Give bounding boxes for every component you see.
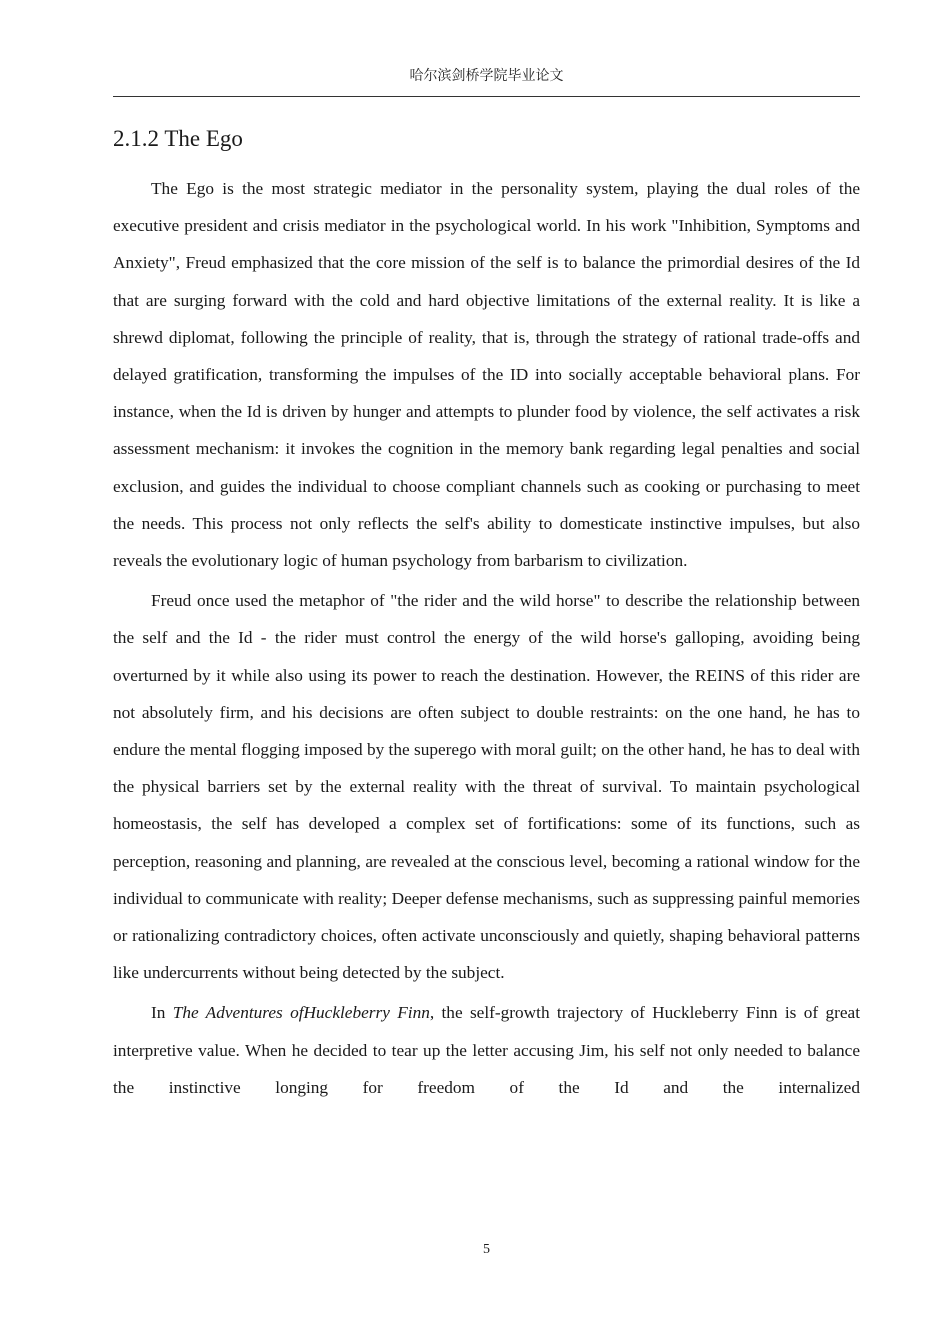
book-title: The Adventures ofHuckleberry Finn [172, 1003, 430, 1023]
page-number: 5 [483, 1242, 490, 1257]
paragraph: Freud once used the metaphor of "the rider and the wild horse" to describe the relationship between the self and the Id - the rider must control the energy of the wild horse's galloping, avoiding being overturned by it while also using its power to reach the destination. However, the REINS of this rider are not absolutely firm, and his decisions are often subject to double restraints: on the one hand, he has to endure the mental flogging imposed by the superego with moral guilt; on the other hand, he has to deal with the physical barriers set by the external reality with the threat of survival. To maintain psychological homeostasis, the self has developed a complex set of fortifications: some of its functions, such as perception, reasoning and planning, are revealed at the conscious level, becoming a rational window for the individual to communicate with reality; Deeper defense mechanisms, such as suppressing painful memories or rationalizing contradictory choices, often activate unconsciously and quietly, shaping behavioral patterns like undercurrents without being detected by the subject. [113, 591, 860, 983]
paragraph: The Ego is the most strategic mediator in the personality system, playing the dual roles of the executive president and crisis mediator in the psychological world. In his work "Inhibition, Symptoms and Anxiety", Freud emphasized that the core mission of the self is to balance the primordial desires of the Id that are surging forward with the cold and hard objective limitations of the external reality. It is like a shrewd diplomat, following the principle of reality, that is, through the strategy of rational trade-offs and delayed gratification, transforming the impulses of the ID into socially acceptable behavioral plans. For instance, when the Id is driven by hunger and attempts to plunder food by violence, the self activates a risk assessment mechanism: it invokes the cognition in the memory bank regarding legal penalties and social exclusion, and guides the individual to choose compliant channels such as cooking or purchasing to meet the needs. This process not only reflects the self's ability to domesticate instinctive impulses, but also reveals the evolutionary logic of human psychology from barbarism to civilization. [113, 179, 860, 571]
header-rule [113, 96, 860, 97]
paragraph-lead: In [151, 1003, 173, 1023]
paragraph-rest: , the self-growth trajectory of Huckleberry Finn is of great interpretive value. When he decided to tear up the letter accusing Jim, his self not only needed to balance the instinctive longing for freedom of the Id and the internalized [113, 1003, 860, 1097]
body-text [113, 170, 860, 1109]
running-header: 哈尔滨剑桥学院毕业论文 [409, 68, 564, 84]
section-heading: 2.1.2 The Ego [113, 126, 243, 151]
paragraph [113, 994, 860, 1106]
